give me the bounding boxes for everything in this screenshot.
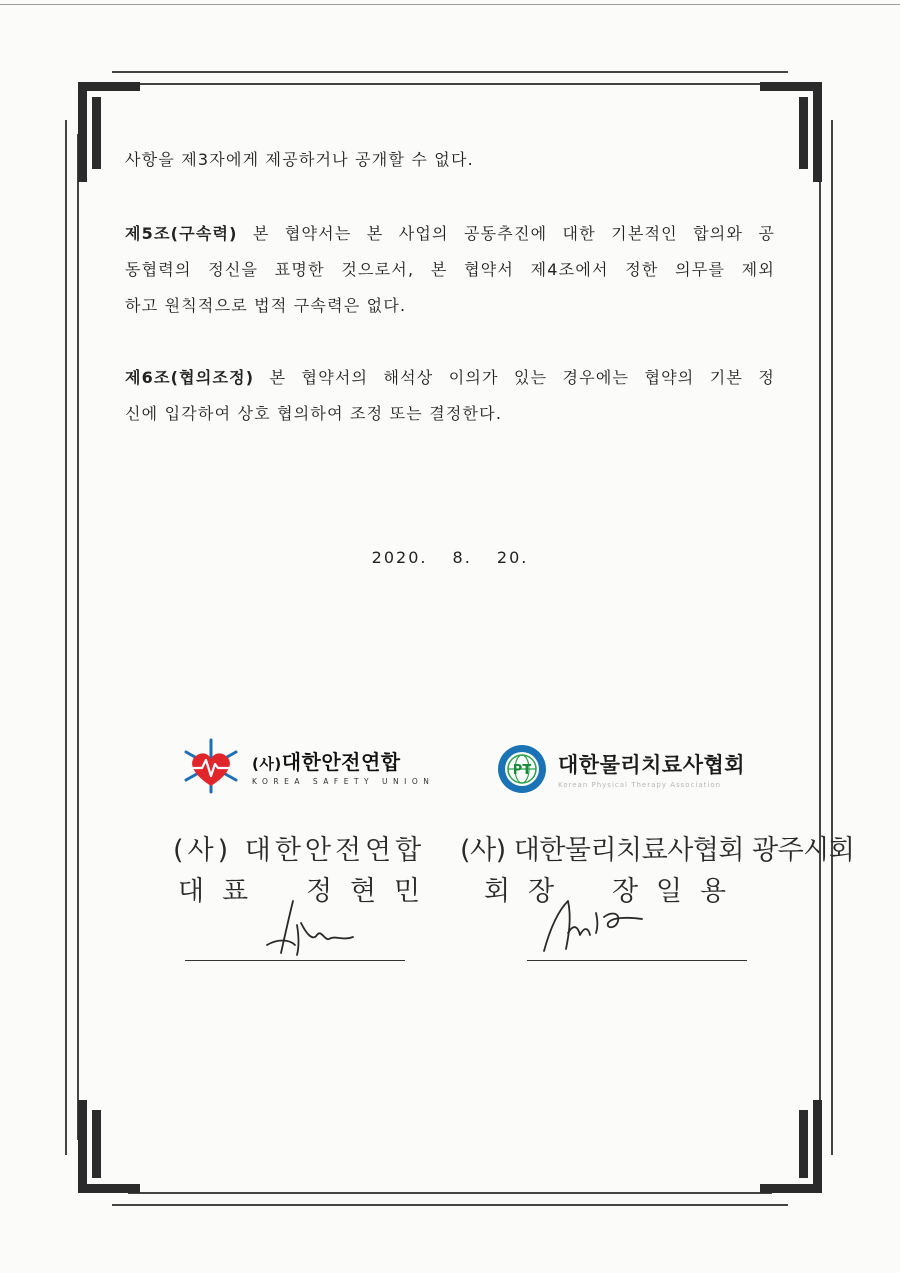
korea-safety-union-name: (사)대한안전연합 xyxy=(252,750,401,774)
right-signatory-org: (사) 대한물리치료사협회 광주시회 xyxy=(460,835,855,866)
article-5-line-2: 동협력의 정신을 표명한 것으로서, 본 협약서 제4조에서 정한 의무를 제외 xyxy=(125,260,775,279)
pt-emblem-letters: PT xyxy=(512,763,532,778)
body-line: 사항을 제3자에게 제공하거나 공개할 수 없다. xyxy=(125,150,474,169)
pt-globe-emblem-icon xyxy=(496,743,548,795)
left-signatory-org: (사) 대한안전연합 xyxy=(173,835,426,866)
article-6-line-2: 신에 입각하여 상호 협의하여 조정 또는 결정한다. xyxy=(125,404,503,423)
right-signature-line xyxy=(527,960,747,961)
physical-therapy-association-logo xyxy=(496,743,745,795)
korea-safety-union-english: KOREA SAFETY UNION xyxy=(252,777,435,786)
article-5-heading: 제5조(구속력) xyxy=(125,224,238,243)
article-6 xyxy=(125,360,775,432)
continued-sentence xyxy=(125,142,775,178)
left-signature-line xyxy=(185,960,405,961)
article-5-line-1: 제5조(구속력) 본 협약서는 본 사업의 공동추진에 대한 기본적인 합의와 공 xyxy=(125,224,775,243)
right-handwritten-signature xyxy=(538,893,658,959)
left-signatory-title: 대 표 정 현 민 xyxy=(178,876,421,907)
article-5-line-3: 하고 원칙적으로 법적 구속력은 없다. xyxy=(125,296,407,315)
right-signatory-title: 회 장 장 일 용 xyxy=(484,876,727,907)
physical-therapy-association-english: Korean Physical Therapy Association xyxy=(558,781,722,789)
left-handwritten-signature xyxy=(255,895,365,965)
korea-safety-union-logo xyxy=(178,738,434,794)
agreement-date: 2020. 8. 20. xyxy=(371,548,529,567)
physical-therapy-association-name: 대한물리치료사협회 xyxy=(558,753,746,777)
article-6-line-1: 제6조(협의조정) 본 협약서의 해석상 이의가 있는 경우에는 협약의 기본 정 xyxy=(125,368,775,387)
article-6-heading: 제6조(협의조정) xyxy=(125,368,255,387)
safety-heart-emblem-icon xyxy=(178,738,244,794)
article-5 xyxy=(125,216,775,324)
